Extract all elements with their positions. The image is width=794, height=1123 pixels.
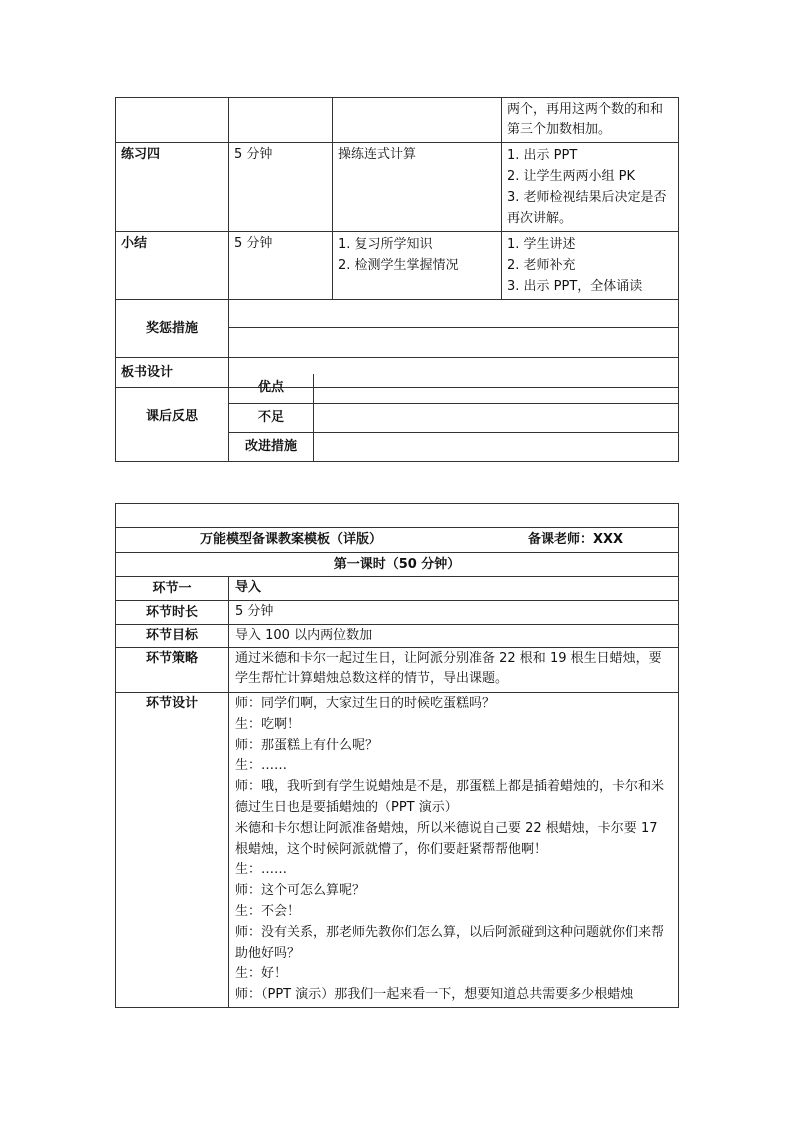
- table-row: [116, 693, 679, 1008]
- list-item: 2. 让学生两两小组 PK: [507, 169, 636, 184]
- table-row: [116, 504, 679, 528]
- table-row: [116, 528, 679, 553]
- dialogue-line: 生：……: [235, 758, 288, 774]
- row-value: 通过米德和卡尔一起过生日，让阿派分别准备 22 根和 19 根生日蜡烛，要学生帮忙计算蜡烛总数这样的情节，导出课题。: [229, 648, 679, 693]
- reflection-label: 课后反思: [116, 374, 229, 461]
- cell-empty: [116, 98, 229, 143]
- dialogue-line: 师：那蛋糕上有什么呢？: [235, 737, 379, 753]
- reward-content-1: [229, 300, 679, 328]
- stage-practice4: 练习四: [116, 143, 229, 232]
- list-item: 2. 检测学生掌握情况: [338, 258, 459, 273]
- dialogue-line: 生：不会！: [235, 903, 301, 919]
- list-item: 1. 复习所学知识: [338, 237, 433, 252]
- teacher-name: 备课老师：XXX: [528, 532, 624, 547]
- cell-empty: [116, 504, 679, 528]
- cell-empty: [333, 98, 502, 143]
- reward-label: 奖惩措施: [116, 300, 229, 358]
- duration-summary: 5 分钟: [229, 232, 333, 300]
- reflection-cons-label: 不足: [229, 403, 314, 432]
- row-label: 环节时长: [116, 601, 229, 625]
- reflection-table: [115, 374, 679, 462]
- dialogue-line: 师：这个可怎么算呢？: [235, 883, 366, 899]
- table-row: [116, 648, 679, 693]
- board-design-label: 板书设计: [116, 358, 229, 388]
- duration-practice4: 5 分钟: [229, 143, 333, 232]
- table-row: [116, 553, 679, 577]
- dialogue-line: 师：同学们啊，大家过生日的时候吃蛋糕吗？: [235, 696, 496, 711]
- list-item: 2. 老师补充: [507, 258, 576, 273]
- reflection-improve-content: [314, 432, 679, 461]
- stage-summary: 小结: [116, 232, 229, 300]
- dialogue-line: 生：好！: [235, 966, 288, 982]
- row-value: 导入 100 以内两位数加: [229, 625, 679, 648]
- steps-summary: [502, 232, 679, 300]
- reflection-pros-label: 优点: [229, 374, 314, 403]
- lesson-period: 第一课时（50 分钟）: [116, 553, 679, 577]
- design-content: [229, 693, 679, 1008]
- design-label: 环节设计: [116, 693, 229, 1008]
- table-row: [116, 232, 679, 300]
- table-row: [116, 98, 679, 143]
- row-label: 环节一: [116, 577, 229, 601]
- list-item: 3. 老师检视结果后决定是否再次讲解。: [507, 190, 667, 226]
- list-item: 1. 学生讲述: [507, 237, 576, 252]
- dialogue-line: 师：没有关系，那老师先教你们怎么算，以后阿派碰到这种问题就你们来帮助他好吗？: [235, 924, 665, 961]
- table-row: [116, 143, 679, 232]
- reward-content-2: [229, 328, 679, 358]
- row-label: 环节目标: [116, 625, 229, 648]
- dialogue-line: 师：哦，我听到有学生说蜡烛是不是，那蛋糕上都是插着蜡烛的，卡尔和米德过生日也是要插蜡烛的（PPT 演示）: [235, 779, 665, 815]
- dialogue-line: 米德和卡尔想让阿派准备蜡烛，所以米德说自己要 22 根蜡烛，卡尔要 17 根蜡烛，这个时候阿派就懵了，你们要赶紧帮帮他啊！: [235, 820, 658, 857]
- reflection-improve-label: 改进措施: [229, 432, 314, 461]
- table-row: [116, 577, 679, 601]
- reflection-pros-content: [314, 374, 679, 403]
- lesson-plan-table-continued: [115, 97, 679, 388]
- lesson-template-table: [115, 503, 679, 1008]
- row-label: 环节策略: [116, 648, 229, 693]
- dialogue-line: 师：（PPT 演示）那我们一起来看一下，想要知道总共需要多少根蜡烛: [235, 987, 634, 1003]
- row-value: 导入: [229, 577, 679, 601]
- list-item: 3. 出示 PPT，全体诵读: [507, 279, 643, 294]
- dialogue-line: 生：吃啊！: [235, 716, 301, 732]
- cell-steps-continued: 两个，再用这两个数的和和第三个加数相加。: [502, 98, 679, 143]
- list-item: 1. 出示 PPT: [507, 148, 578, 163]
- template-title: 万能模型备课教案模板（详版）: [200, 532, 383, 547]
- template-title-row: [116, 528, 679, 553]
- reflection-cons-content: [314, 403, 679, 432]
- table-row: [116, 625, 679, 648]
- table-row: [116, 601, 679, 625]
- goal-practice4: 操练连式计算: [333, 143, 502, 232]
- dialogue-line: 生：……: [235, 862, 288, 878]
- goals-summary: [333, 232, 502, 300]
- cell-empty: [229, 98, 333, 143]
- row-value: 5 分钟: [229, 601, 679, 625]
- table-row: [116, 374, 679, 403]
- steps-practice4: [502, 143, 679, 232]
- table-row: [116, 300, 679, 328]
